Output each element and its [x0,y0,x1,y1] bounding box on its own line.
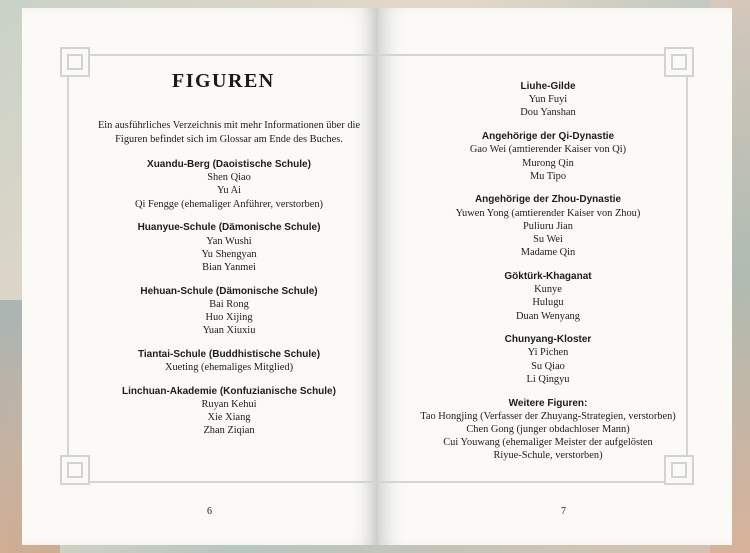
open-book [22,8,732,545]
page-title: FIGUREN [172,70,275,92]
character-name: Yuan Xiuxiu [202,325,256,337]
group-heading: Angehörige der Zhou-Dynastie [474,194,622,206]
character-group [94,158,364,211]
character-name: Yi Pichen [527,347,569,359]
character-list-left [94,158,364,448]
character-name: Duan Wenyang [516,310,580,322]
character-name: Xie Xiang [207,412,251,424]
left-page [22,8,378,545]
group-heading: Liuhe-Gilde [520,81,576,92]
character-group [398,80,698,120]
frame-corner-ornament-icon [60,455,90,485]
character-group [398,397,698,463]
character-group [94,221,364,274]
character-name: Puliuru Jian [523,220,573,232]
character-name: Ruyan Kehui [201,399,257,411]
character-group [398,333,698,386]
group-heading: Tiantai-Schule (Buddhistische Schule) [137,348,321,360]
frame-corner-ornament-icon [60,47,90,77]
group-heading: Chunyang-Kloster [504,334,592,346]
character-name: Kunye [534,284,562,296]
group-heading: Huanyue-Schule (Dämonische Schule) [137,222,321,234]
character-group [398,270,698,323]
character-group [94,385,364,438]
page-number: 6 [207,506,212,517]
character-name: Shen Qiao [207,172,251,184]
character-name: Gao Wei (amtierender Kaiser von Qi) [469,144,627,156]
character-name: Cui Youwang (ehemaliger Meister der aufgelösten [443,437,653,449]
character-name: Qi Fengge (ehemaliger Anführer, verstorben) [135,198,323,210]
character-name: Riyue-Schule, verstorben) [493,450,603,462]
character-name: Huo Xijing [205,312,253,324]
group-heading: Linchuan-Akademie (Konfuzianische Schule) [122,385,336,397]
character-name: Yu Shengyan [201,248,257,260]
character-name: Yu Ai [217,185,241,197]
character-name: Chen Gong (junger obdachloser Mann) [466,423,630,435]
character-name: Murong Qin [522,157,574,169]
right-page [378,8,732,545]
character-name: Su Qiao [531,360,565,372]
character-name: Zhan Ziqian [203,425,255,437]
character-name: Xueting (ehemaliges Mitglied) [164,362,294,374]
character-name: Yuwen Yong (amtierender Kaiser von Zhou) [455,207,641,219]
page-number: 7 [561,506,566,517]
group-heading: Weitere Figuren: [508,397,588,409]
character-name: Li Qingyu [526,373,570,385]
frame-corner-ornament-icon [664,47,694,77]
character-name: Hulugu [532,297,564,309]
group-heading: Xuandu-Berg (Daoistische Schule) [147,159,311,170]
character-name: Madame Qin [520,247,576,259]
character-name: Yun Fuyi [528,94,568,106]
character-name: Su Wei [533,234,563,246]
intro-text: Ein ausführliches Verzeichnis mit mehr Informationen über die Figuren befindet sich im Glossar am Ende des Buches. [97,120,361,145]
group-heading: Hehuan-Schule (Dämonische Schule) [140,285,318,297]
character-name: Bai Rong [209,298,249,310]
group-heading: Angehörige der Qi-Dynastie [481,131,615,143]
character-name: Mu Tipo [529,170,567,182]
character-group [94,285,364,338]
character-list-right [398,80,698,473]
character-group [94,348,364,374]
character-group [398,193,698,259]
character-name: Bian Yanmei [202,261,256,273]
character-name: Tao Hongjing (Verfasser der Zhuyang-Strategien, verstorben) [420,410,676,422]
character-name: Dou Yanshan [520,107,576,119]
character-name: Yan Wushi [206,235,252,247]
group-heading: Göktürk-Khaganat [504,270,592,282]
character-group [398,130,698,183]
